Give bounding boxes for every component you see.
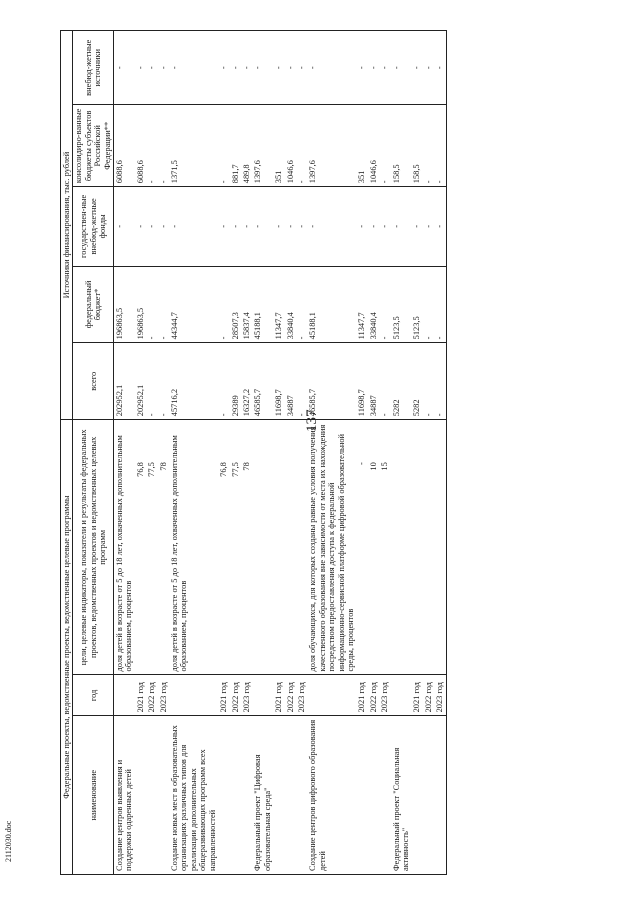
row-federal-cell: -: [218, 266, 229, 343]
row-year-cell: 2022 год: [423, 675, 434, 716]
row-federal-cell: 45188,1: [307, 266, 356, 343]
row-name-cell: [356, 716, 367, 875]
row-name-cell: [423, 716, 434, 875]
row-year-cell: [252, 675, 273, 716]
row-federal-cell: -: [296, 266, 307, 343]
row-external-cell: -: [434, 31, 446, 105]
funding-table: [60, 30, 447, 875]
row-year-cell: 2022 год: [146, 675, 157, 716]
column-header-federal: федеральный бюджет*: [73, 266, 114, 343]
row-year-cell: 2023 год: [296, 675, 307, 716]
table-row: [114, 31, 135, 875]
row-federal-cell: 5123,5: [391, 266, 412, 343]
row-name-cell: [434, 716, 446, 875]
row-total-cell: 29389: [230, 343, 241, 420]
row-regional-cell: -: [423, 105, 434, 187]
document-code: 2112030.doc: [4, 820, 13, 862]
row-total-cell: -: [146, 343, 157, 420]
row-federal-cell: -: [434, 266, 446, 343]
row-state-funds-cell: -: [146, 187, 157, 266]
row-regional-cell: 1046,6: [285, 105, 296, 187]
row-regional-cell: 1046,6: [368, 105, 379, 187]
row-regional-cell: 881,7: [230, 105, 241, 187]
row-year-cell: 2021 год: [356, 675, 367, 716]
rotated-page-content: [60, 30, 590, 875]
row-total-cell: 202952,1: [114, 343, 135, 420]
row-indicator-cell: [434, 420, 446, 675]
row-indicator-cell: 78: [241, 420, 252, 675]
row-name-cell: [285, 716, 296, 875]
table-row: [434, 31, 446, 875]
row-regional-cell: 158,5: [411, 105, 422, 187]
row-indicator-cell: [411, 420, 422, 675]
row-external-cell: -: [241, 31, 252, 105]
column-header-indicators: цели, целевые индикаторы, показатели и результаты федеральных проектов, ведомственных проектов и ведомственных целевых программ: [73, 420, 114, 675]
row-name-cell: Федеральный проект "Социальная активность": [391, 716, 412, 875]
row-name-cell: [296, 716, 307, 875]
row-total-cell: 5282: [391, 343, 412, 420]
column-header-year: год: [73, 675, 114, 716]
row-year-cell: [114, 675, 135, 716]
table-row: [241, 31, 252, 875]
row-state-funds-cell: -: [285, 187, 296, 266]
row-year-cell: 2021 год: [135, 675, 146, 716]
row-total-cell: 34887: [285, 343, 296, 420]
table-row: [146, 31, 157, 875]
table-row: [423, 31, 434, 875]
row-external-cell: -: [218, 31, 229, 105]
row-external-cell: -: [114, 31, 135, 105]
row-indicator-cell: [296, 420, 307, 675]
row-name-cell: [273, 716, 284, 875]
row-federal-cell: 28507,3: [230, 266, 241, 343]
row-regional-cell: 1397,6: [252, 105, 273, 187]
row-name-cell: Создание центров цифрового образования детей: [307, 716, 356, 875]
row-regional-cell: 6088,6: [135, 105, 146, 187]
row-regional-cell: -: [158, 105, 169, 187]
table-row: [273, 31, 284, 875]
row-state-funds-cell: -: [368, 187, 379, 266]
row-total-cell: -: [423, 343, 434, 420]
row-external-cell: -: [368, 31, 379, 105]
row-external-cell: -: [391, 31, 412, 105]
row-federal-cell: -: [379, 266, 390, 343]
row-federal-cell: -: [146, 266, 157, 343]
row-indicator-cell: -: [356, 420, 367, 675]
table-body: [114, 31, 447, 875]
row-state-funds-cell: -: [135, 187, 146, 266]
row-indicator-cell: 77,5: [146, 420, 157, 675]
row-state-funds-cell: -: [411, 187, 422, 266]
row-state-funds-cell: -: [241, 187, 252, 266]
row-state-funds-cell: -: [391, 187, 412, 266]
row-regional-cell: 351: [273, 105, 284, 187]
table-row: [368, 31, 379, 875]
row-year-cell: 2022 год: [368, 675, 379, 716]
row-total-cell: 5282: [411, 343, 422, 420]
row-regional-cell: 158,5: [391, 105, 412, 187]
row-indicator-cell: 77,5: [230, 420, 241, 675]
table-row: [307, 31, 356, 875]
row-external-cell: -: [273, 31, 284, 105]
row-total-cell: 45716,2: [169, 343, 218, 420]
row-indicator-cell: [285, 420, 296, 675]
column-header-name: наименование: [73, 716, 114, 875]
row-year-cell: 2021 год: [411, 675, 422, 716]
row-external-cell: -: [146, 31, 157, 105]
row-name-cell: [368, 716, 379, 875]
row-indicator-cell: [391, 420, 412, 675]
row-name-cell: [379, 716, 390, 875]
row-indicator-cell: 78: [158, 420, 169, 675]
row-federal-cell: -: [158, 266, 169, 343]
row-name-cell: [146, 716, 157, 875]
row-regional-cell: -: [296, 105, 307, 187]
row-name-cell: Создание центров выявления и поддержки одаренных детей: [114, 716, 135, 875]
row-year-cell: 2022 год: [285, 675, 296, 716]
row-name-cell: [411, 716, 422, 875]
row-total-cell: -: [218, 343, 229, 420]
row-year-cell: 2022 год: [230, 675, 241, 716]
row-total-cell: 46585,7: [252, 343, 273, 420]
row-state-funds-cell: -: [252, 187, 273, 266]
row-total-cell: 16327,2: [241, 343, 252, 420]
row-federal-cell: 5123,5: [411, 266, 422, 343]
row-total-cell: 11698,7: [356, 343, 367, 420]
row-name-cell: [241, 716, 252, 875]
row-regional-cell: 1397,6: [307, 105, 356, 187]
row-external-cell: -: [135, 31, 146, 105]
column-header-external: внебюд-жетные источники: [73, 31, 114, 105]
row-regional-cell: -: [218, 105, 229, 187]
row-regional-cell: -: [146, 105, 157, 187]
row-name-cell: [230, 716, 241, 875]
row-external-cell: -: [296, 31, 307, 105]
row-external-cell: -: [158, 31, 169, 105]
row-federal-cell: 45188,1: [252, 266, 273, 343]
table-row: [391, 31, 412, 875]
row-federal-cell: 44344,7: [169, 266, 218, 343]
row-regional-cell: -: [434, 105, 446, 187]
row-federal-cell: 11347,7: [356, 266, 367, 343]
row-state-funds-cell: -: [230, 187, 241, 266]
row-year-cell: 2023 год: [241, 675, 252, 716]
row-year-cell: 2023 год: [434, 675, 446, 716]
row-federal-cell: 15837,4: [241, 266, 252, 343]
row-federal-cell: -: [423, 266, 434, 343]
row-year-cell: [169, 675, 218, 716]
row-indicator-cell: 76,8: [135, 420, 146, 675]
table-row: [169, 31, 218, 875]
row-state-funds-cell: -: [379, 187, 390, 266]
row-regional-cell: 489,8: [241, 105, 252, 187]
row-indicator-cell: 10: [368, 420, 379, 675]
row-indicator-cell: 76,8: [218, 420, 229, 675]
row-external-cell: -: [307, 31, 356, 105]
row-external-cell: -: [230, 31, 241, 105]
row-external-cell: -: [379, 31, 390, 105]
row-indicator-cell: доля детей в возрасте от 5 до 18 лет, охваченных дополнительным образованием, процентов: [169, 420, 218, 675]
row-state-funds-cell: -: [423, 187, 434, 266]
row-external-cell: -: [285, 31, 296, 105]
column-header-total: всего: [73, 343, 114, 420]
row-state-funds-cell: -: [434, 187, 446, 266]
table-row: [252, 31, 273, 875]
row-total-cell: -: [434, 343, 446, 420]
table-row: [230, 31, 241, 875]
row-state-funds-cell: -: [296, 187, 307, 266]
row-total-cell: -: [296, 343, 307, 420]
row-name-cell: Создание новых мест в образовательных организациях различных типов для реализации дополнительных общеразвивающих программ всех направленностей: [169, 716, 218, 875]
funding-sources-header: Источники финансирования, тыс. рублей: [61, 31, 73, 420]
table-row: [218, 31, 229, 875]
row-external-cell: -: [169, 31, 218, 105]
table-title: Федеральные проекты, ведомственные проекты, ведомственные целевые программы: [61, 420, 73, 875]
row-state-funds-cell: -: [114, 187, 135, 266]
row-federal-cell: 196863,5: [135, 266, 146, 343]
row-state-funds-cell: -: [273, 187, 284, 266]
table-row: [285, 31, 296, 875]
row-indicator-cell: [252, 420, 273, 675]
row-year-cell: 2021 год: [273, 675, 284, 716]
table-row: [379, 31, 390, 875]
row-regional-cell: 6088,6: [114, 105, 135, 187]
row-external-cell: -: [252, 31, 273, 105]
row-total-cell: 34887: [368, 343, 379, 420]
row-external-cell: -: [411, 31, 422, 105]
row-state-funds-cell: -: [307, 187, 356, 266]
row-total-cell: 46585,7: [307, 343, 356, 420]
row-state-funds-cell: -: [218, 187, 229, 266]
row-federal-cell: 33840,4: [368, 266, 379, 343]
row-name-cell: [158, 716, 169, 875]
page-number: 137: [304, 409, 320, 432]
row-federal-cell: 196863,5: [114, 266, 135, 343]
row-indicator-cell: доля детей в возрасте от 5 до 18 лет, охваченных дополнительным образованием, процентов: [114, 420, 135, 675]
row-indicator-cell: [423, 420, 434, 675]
table-row: [356, 31, 367, 875]
row-total-cell: -: [379, 343, 390, 420]
row-state-funds-cell: -: [169, 187, 218, 266]
column-header-state-funds: государствен-ные внебюд-жетные фонды: [73, 187, 114, 266]
row-name-cell: Федеральный проект "Цифровая образовательная среда": [252, 716, 273, 875]
row-external-cell: -: [356, 31, 367, 105]
row-external-cell: -: [423, 31, 434, 105]
row-name-cell: [135, 716, 146, 875]
table-row: [296, 31, 307, 875]
row-indicator-cell: [273, 420, 284, 675]
row-year-cell: 2023 год: [379, 675, 390, 716]
row-indicator-cell: 15: [379, 420, 390, 675]
row-total-cell: 11698,7: [273, 343, 284, 420]
row-total-cell: 202952,1: [135, 343, 146, 420]
row-state-funds-cell: -: [158, 187, 169, 266]
row-federal-cell: 11347,7: [273, 266, 284, 343]
table-row: [135, 31, 146, 875]
row-year-cell: [307, 675, 356, 716]
row-year-cell: 2023 год: [158, 675, 169, 716]
row-total-cell: -: [158, 343, 169, 420]
table-row: [411, 31, 422, 875]
row-federal-cell: 33840,4: [285, 266, 296, 343]
row-year-cell: [391, 675, 412, 716]
row-regional-cell: -: [379, 105, 390, 187]
row-regional-cell: 1371,5: [169, 105, 218, 187]
table-row: [158, 31, 169, 875]
row-name-cell: [218, 716, 229, 875]
row-indicator-cell: доля обучающихся, для которых созданы равные условия получения качественного образования вне зависимости от места их нахождения посредством предоставления доступа к федеральной информационно-сервисной платформе цифровой образовательной среды, процентов: [307, 420, 356, 675]
row-regional-cell: 351: [356, 105, 367, 187]
column-header-regional: консолидиро-ванные бюджеты субъектов Российской Федерации**: [73, 105, 114, 187]
row-year-cell: 2021 год: [218, 675, 229, 716]
row-state-funds-cell: -: [356, 187, 367, 266]
